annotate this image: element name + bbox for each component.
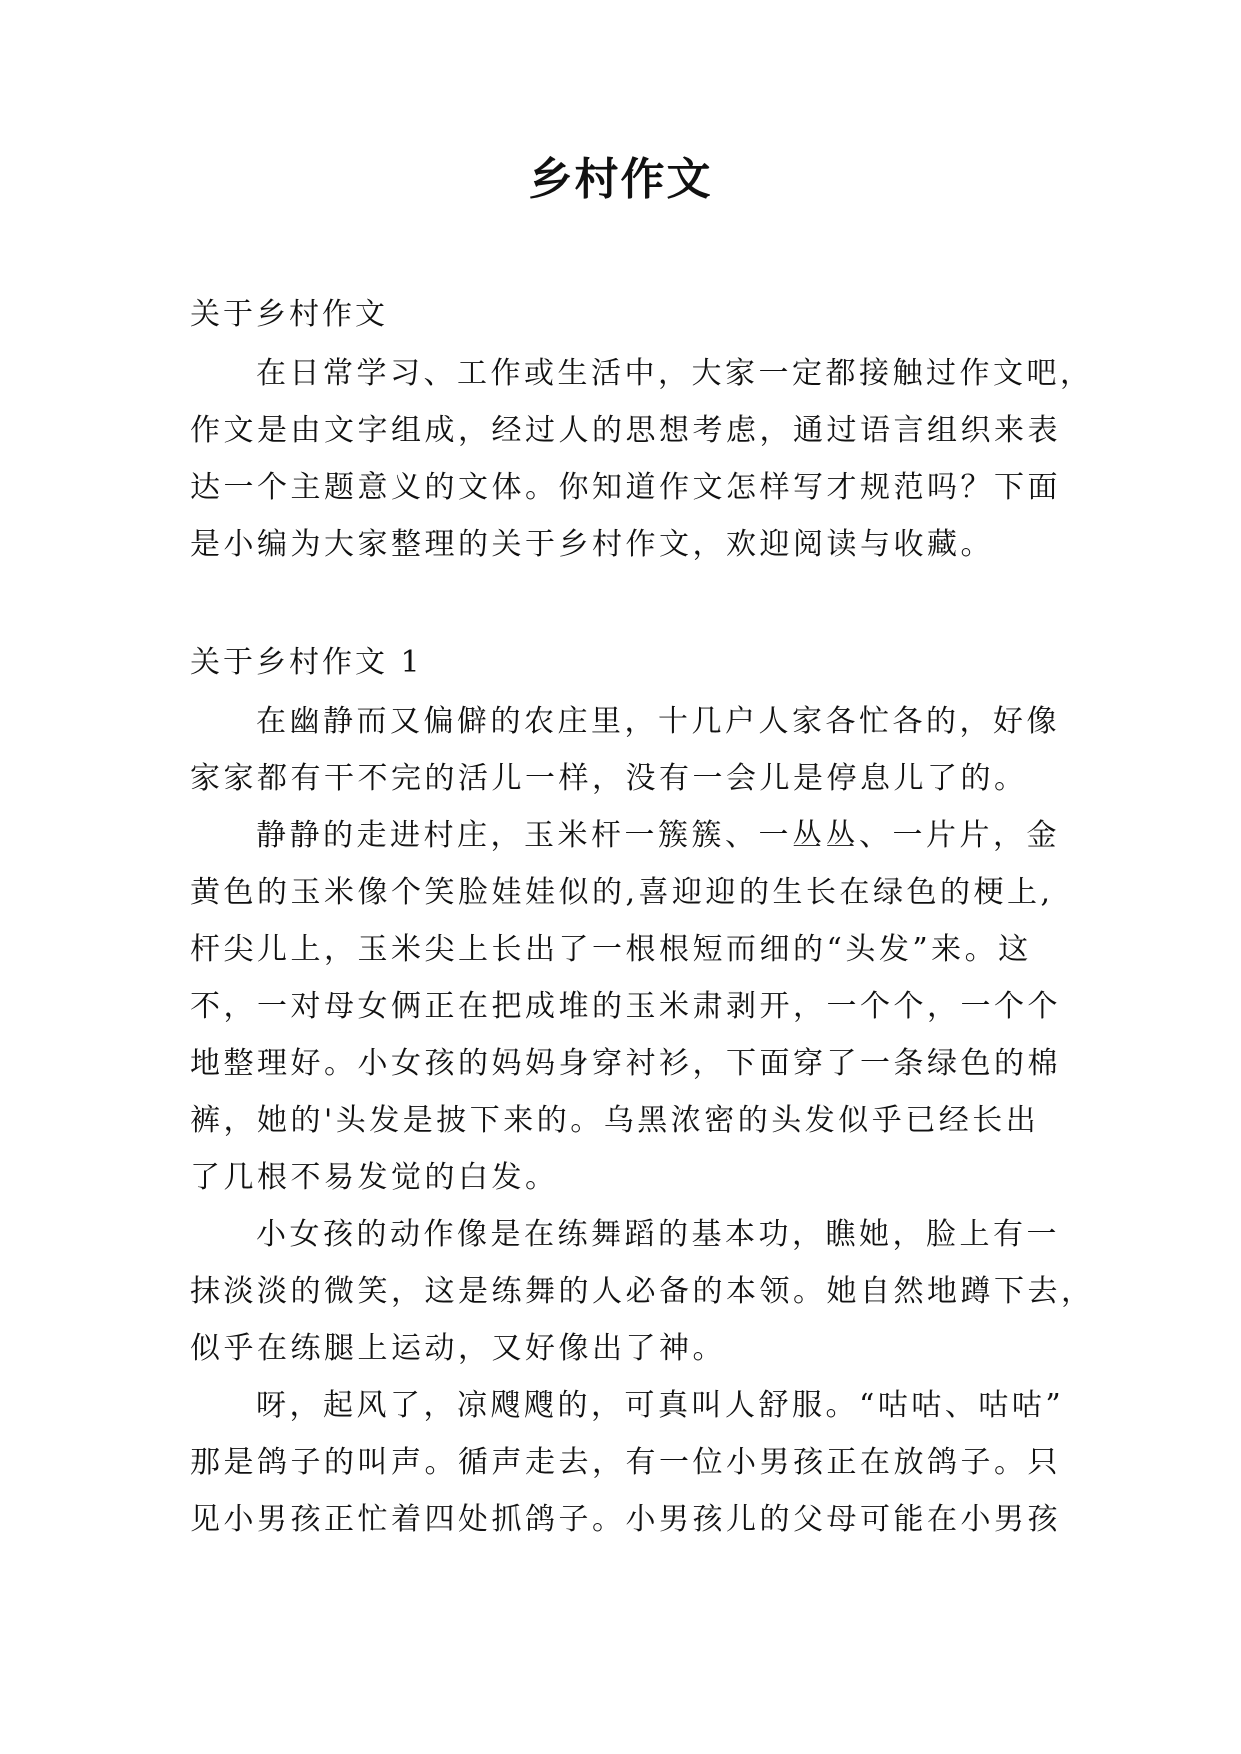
essay-paragraph [190, 1206, 1095, 1377]
text-line: 呀，起风了，凉飕飕的，可真叫人舒服。“咕咕、咕咕” [256, 1388, 1065, 1423]
document-title: 乡村作文 [528, 154, 713, 205]
intro-heading: 关于乡村作文 [190, 297, 388, 332]
essay-paragraph [190, 807, 1070, 1206]
text-line: 抹淡淡的微笑，这是练舞的人必备的本领。她自然地蹲下去， [190, 1274, 1095, 1309]
text-line: 了几根不易发觉的白发。 [190, 1160, 559, 1195]
text-line: 杆尖儿上，玉米尖上长出了一根根短而细的“头发”来。这 [190, 932, 1032, 967]
text-line: 那是鸽子的叫声。循声走去，有一位小男孩正在放鸽子。只 [190, 1445, 1061, 1480]
text-line: 在幽静而又偏僻的农庄里，十几户人家各忙各的，好像 [256, 704, 1060, 739]
section-gap [190, 573, 1070, 633]
text-line: 地整理好。小女孩的妈妈身穿衬衫，下面穿了一条绿色的棉 [190, 1046, 1061, 1081]
text-line: 黄色的玉米像个笑脸娃娃似的,喜迎迎的生长在绿色的梗上, [190, 875, 1054, 910]
text-line: 小女孩的动作像是在练舞蹈的基本功，瞧她，脸上有一 [256, 1217, 1060, 1252]
text-line: 不，一对母女俩正在把成堆的玉米肃剥开，一个个，一个个 [190, 989, 1061, 1024]
text-line: 见小男孩正忙着四处抓鸽子。小男孩儿的父母可能在小男孩 [190, 1502, 1061, 1537]
document-body [190, 285, 1095, 1548]
text-line: 家家都有干不完的活儿一样，没有一会儿是停息儿了的。 [190, 761, 1028, 796]
text-line: 是小编为大家整理的关于乡村作文，欢迎阅读与收藏。 [190, 527, 994, 562]
essay-paragraph [190, 1377, 1070, 1548]
essay-paragraph [190, 693, 1070, 807]
text-line: 达一个主题意义的文体。你知道作文怎样写才规范吗？下面 [190, 470, 1061, 505]
intro-paragraph [190, 345, 1094, 573]
text-line: 静静的走进村庄，玉米杆一簇簇、一丛丛、一片片，金 [256, 818, 1060, 853]
text-line: 在日常学习、工作或生活中，大家一定都接触过作文吧， [256, 356, 1094, 391]
text-line: 似乎在练腿上运动，又好像出了神。 [190, 1331, 726, 1366]
text-line: 裤，她的'头发是披下来的。乌黑浓密的头发似乎已经长出 [190, 1103, 1040, 1138]
essay-heading: 关于乡村作文 1 [190, 645, 423, 680]
text-line: 作文是由文字组成，经过人的思想考虑，通过语言组织来表 [190, 413, 1061, 448]
